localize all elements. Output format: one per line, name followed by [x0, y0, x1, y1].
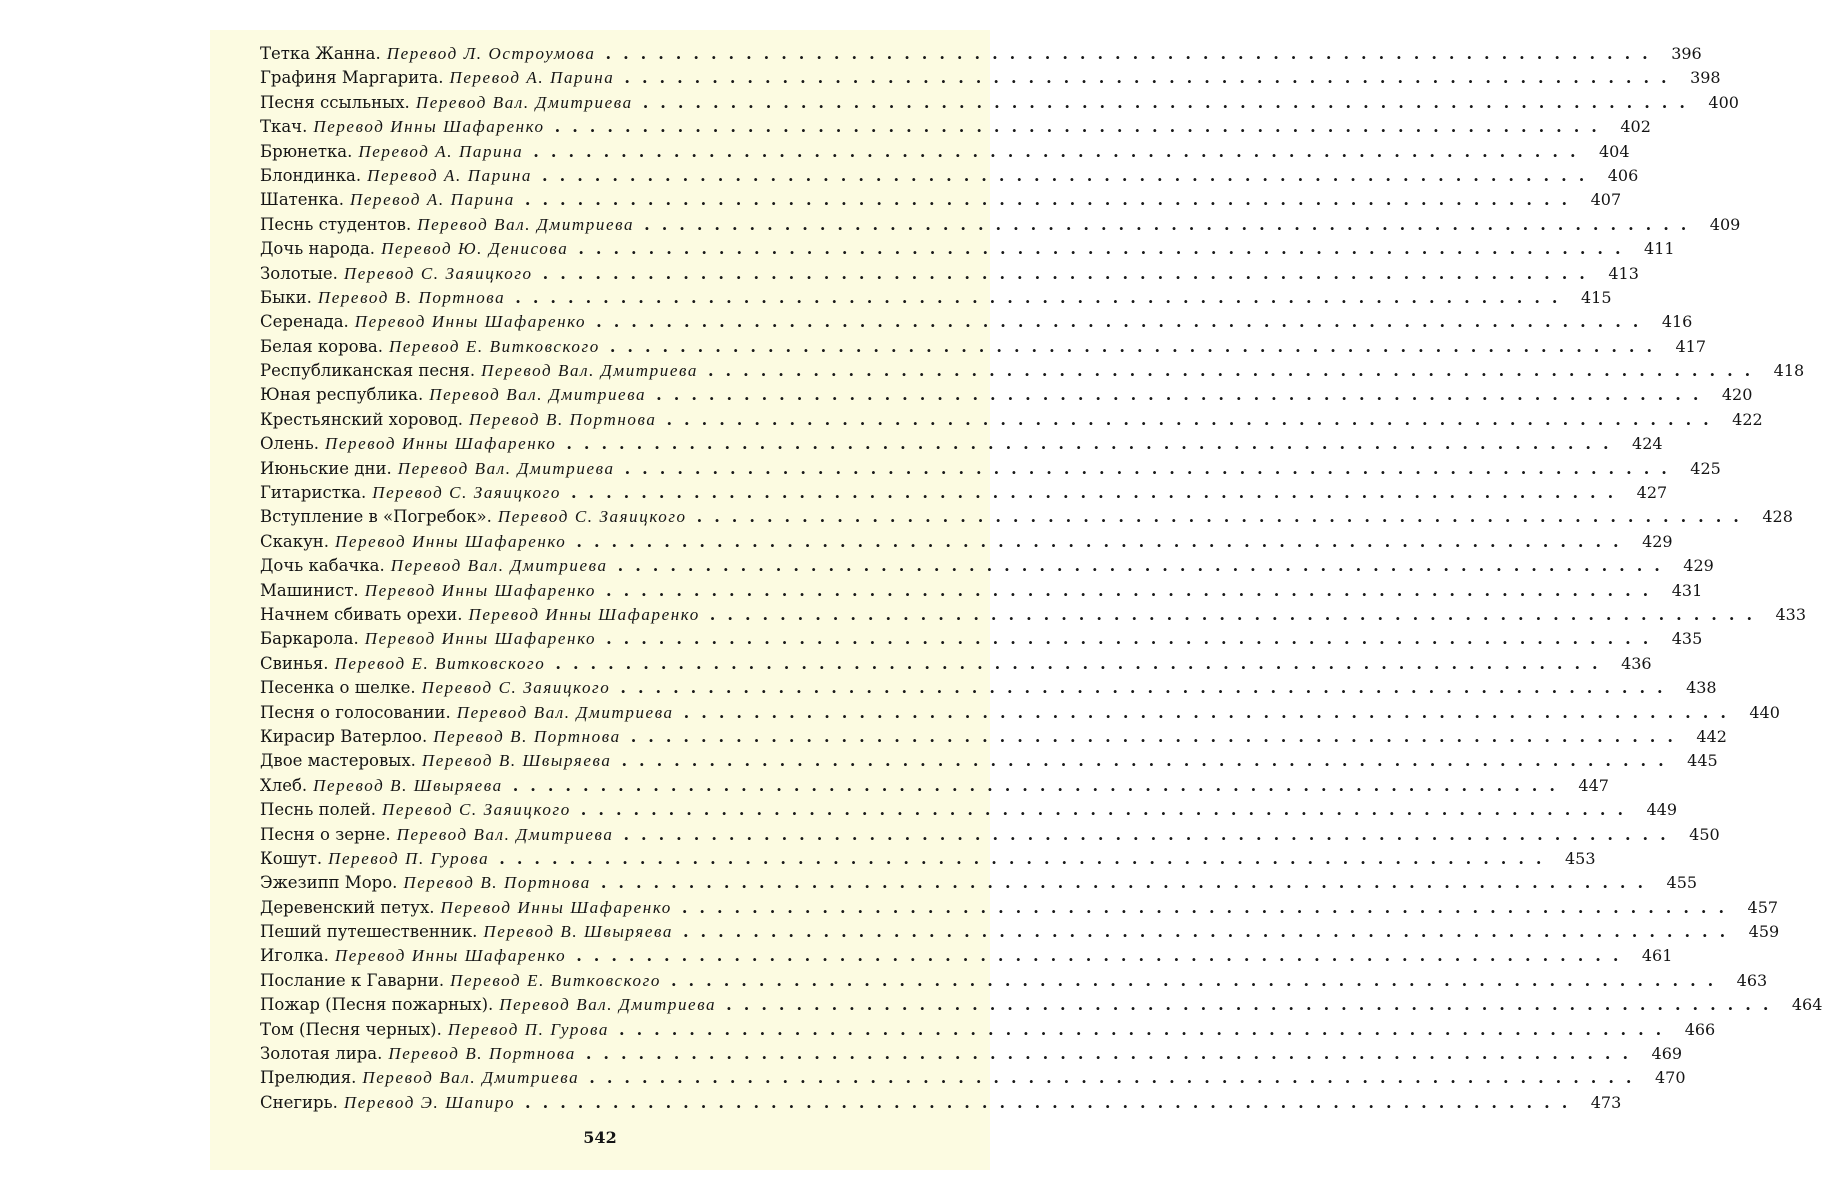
entry-translator: Перевод Инны Шафаренко [334, 946, 567, 966]
entry-translator: Перевод А. Парина [367, 165, 533, 185]
entry-title: Гитаристка. [260, 483, 367, 503]
entry-translator: Перевод Инны Шафаренко [313, 117, 545, 137]
entry-title: Песня о зерне. [260, 824, 391, 844]
entry-text [260, 335, 600, 359]
dot-leader: ............................................................ [644, 214, 1699, 234]
entry-translator: Перевод Ю. Денисова [381, 239, 569, 259]
entry-translator: Перевод А. Парина [358, 141, 524, 161]
entry-text [260, 725, 621, 749]
entry-page-number: 436 [1621, 653, 1652, 673]
toc-entry [260, 213, 1741, 237]
entry-page-number: 427 [1636, 483, 1668, 503]
page-number: 542 [583, 1128, 617, 1147]
toc-entry [260, 579, 1703, 603]
entry-translator: Перевод В. Портнова [469, 409, 657, 429]
toc-entry [260, 627, 1703, 651]
toc-entry [260, 66, 1721, 90]
entry-page-number: 453 [1564, 848, 1596, 868]
toc-entry [260, 652, 1652, 676]
dot-leader: ............................................................ [576, 946, 1631, 966]
entry-title: Песня о голосовании. [260, 702, 451, 722]
entry-page-number: 469 [1651, 1044, 1683, 1064]
dot-leader: ............................................................ [525, 1092, 1580, 1112]
dot-leader: ............................................................ [707, 361, 1763, 381]
dot-leader: ............................................................ [512, 775, 1567, 795]
entry-page-number: 407 [1590, 190, 1622, 210]
toc-entry [260, 676, 1717, 700]
entry-text [260, 896, 672, 920]
toc-entry [260, 1018, 1716, 1042]
entry-title: Золотая лира. [260, 1044, 383, 1064]
entry-title: Серенада. [260, 312, 349, 332]
dot-leader: ............................................................ [576, 531, 1631, 551]
entry-translator: Перевод С. Заяицкого [343, 263, 533, 283]
entry-title: Баркарола. [260, 629, 359, 649]
entry-translator: Перевод Вал. Дмитриева [499, 995, 717, 1015]
entry-text [260, 457, 615, 481]
entry-title: Крестьянский хоровод. [260, 409, 464, 429]
entry-translator: Перевод Вал. Дмитриева [390, 556, 608, 576]
entry-page-number: 433 [1775, 604, 1807, 624]
entry-page-number: 440 [1749, 702, 1780, 722]
entry-page-number: 455 [1666, 873, 1698, 893]
entry-text [260, 749, 611, 773]
table-of-contents [260, 42, 1822, 1115]
toc-entry [260, 115, 1651, 139]
entry-text [260, 652, 545, 676]
entry-translator: Перевод С. Заяицкого [382, 800, 571, 820]
entry-text [260, 505, 687, 529]
toc-entry [260, 140, 1630, 164]
entry-translator: Перевод Вал. Дмитриева [397, 458, 615, 478]
entry-title: Олень. [260, 434, 319, 454]
entry-text [260, 66, 614, 90]
entry-translator: Перевод Инны Шафаренко [325, 434, 557, 454]
entry-page-number: 429 [1683, 556, 1714, 576]
entry-page-number: 466 [1684, 1019, 1716, 1039]
entry-text [260, 383, 646, 407]
entry-text [260, 262, 533, 286]
toc-entry [260, 310, 1693, 334]
dot-leader: ............................................................ [533, 141, 1588, 161]
dot-leader: ............................................................ [606, 629, 1661, 649]
entry-title: Снегирь. [260, 1092, 338, 1112]
entry-title: Песня ссыльных. [260, 92, 410, 112]
toc-entry [260, 42, 1702, 66]
toc-entry [260, 993, 1822, 1017]
dot-leader: ............................................................ [600, 873, 1656, 893]
dot-leader: ............................................................ [666, 409, 1721, 429]
dot-leader: ............................................................ [623, 824, 1678, 844]
entry-translator: Перевод А. Парина [349, 190, 515, 210]
toc-entry [260, 749, 1718, 773]
toc-entry [260, 383, 1753, 407]
entry-title: Начнем сбивать орехи. [260, 604, 463, 624]
entry-title: Дочь кабачка. [260, 556, 385, 576]
entry-page-number: 473 [1590, 1092, 1622, 1112]
toc-entry [260, 1042, 1683, 1066]
entry-page-number: 450 [1689, 824, 1720, 844]
dot-leader: ............................................................ [670, 970, 1726, 990]
entry-page-number: 429 [1642, 531, 1673, 551]
dot-leader: ............................................................ [682, 922, 1738, 942]
entry-translator: Перевод Инны Шафаренко [354, 312, 587, 332]
entry-page-number: 463 [1736, 970, 1768, 990]
entry-page-number: 417 [1675, 336, 1707, 356]
entry-title: Деревенский петух. [260, 897, 435, 917]
toc-entry [260, 725, 1727, 749]
dot-leader: ............................................................ [621, 751, 1676, 771]
entry-translator: Перевод В. Швыряева [483, 922, 673, 942]
entry-text [260, 676, 610, 700]
entry-title: Кирасир Ватерлоо. [260, 726, 428, 746]
entry-title: Иголка. [260, 946, 329, 966]
toc-entry [260, 896, 1779, 920]
entry-page-number: 435 [1671, 629, 1703, 649]
entry-page-number: 424 [1632, 434, 1663, 454]
entry-page-number: 470 [1654, 1068, 1686, 1088]
entry-translator: Перевод Вал. Дмитриева [456, 702, 674, 722]
toc-entry [260, 823, 1720, 847]
entry-text [260, 603, 700, 627]
toc-entry [260, 1066, 1686, 1090]
entry-title: Хлеб. [260, 775, 308, 795]
entry-title: Ткач. [260, 117, 308, 137]
toc-entry [260, 944, 1673, 968]
toc-entry [260, 701, 1780, 725]
dot-leader: ............................................................ [580, 800, 1636, 820]
entry-text [260, 42, 596, 66]
toc-entry [260, 798, 1678, 822]
entry-page-number: 413 [1608, 263, 1639, 283]
toc-entry [260, 237, 1675, 261]
dot-leader: ............................................................ [555, 653, 1610, 673]
entry-text [260, 140, 523, 164]
toc-entry [260, 920, 1780, 944]
entry-text [260, 188, 515, 212]
entry-title: Эжезипп Моро. [260, 873, 398, 893]
entry-page-number: 422 [1732, 409, 1763, 429]
entry-title: Вступление в «Погребок». [260, 507, 492, 527]
entry-title: Графиня Маргарита. [260, 68, 444, 88]
entry-translator: Перевод А. Парина [449, 68, 615, 88]
entry-page-number: 398 [1690, 68, 1721, 88]
entry-text [260, 213, 634, 237]
entry-page-number: 464 [1791, 995, 1822, 1015]
entry-text [260, 579, 596, 603]
toc-entry [260, 847, 1596, 871]
entry-text [260, 91, 633, 115]
entry-text [260, 871, 591, 895]
entry-page-number: 428 [1762, 507, 1793, 527]
entry-page-number: 400 [1708, 92, 1739, 112]
entry-title: Дочь народа. [260, 239, 376, 259]
entry-title: Тетка Жанна. [260, 44, 381, 63]
dot-leader: ............................................................ [683, 702, 1738, 722]
entry-page-number: 404 [1598, 141, 1630, 161]
entry-translator: Перевод В. Портнова [403, 873, 591, 893]
entry-title: Песенка о шелке. [260, 678, 416, 698]
toc-entry [260, 164, 1639, 188]
dot-leader: ............................................................ [642, 92, 1697, 112]
dot-leader: ............................................................ [709, 604, 1765, 624]
entry-title: Скакун. [260, 531, 330, 551]
entry-translator: Перевод Инны Шафаренко [335, 531, 567, 551]
entry-text [260, 1018, 609, 1042]
entry-translator: Перевод Л. Остроумова [386, 44, 596, 63]
entry-text [260, 774, 503, 798]
dot-leader: ............................................................ [566, 434, 1621, 454]
entry-translator: Перевод Е. Витковского [450, 970, 661, 990]
entry-page-number: 445 [1687, 751, 1718, 771]
entry-text [260, 164, 532, 188]
entry-text [260, 627, 596, 651]
entry-text [260, 359, 698, 383]
toc-entry [260, 603, 1807, 627]
toc-entry [260, 774, 1609, 798]
toc-entry [260, 481, 1668, 505]
entry-translator: Перевод Вал. Дмитриева [396, 824, 614, 844]
entry-text [260, 237, 568, 261]
entry-page-number: 449 [1646, 800, 1678, 820]
dot-leader: ............................................................ [578, 239, 1633, 259]
dot-leader: ............................................................ [696, 507, 1751, 527]
dot-leader: ............................................................ [624, 68, 1679, 88]
dot-leader: ............................................................ [726, 995, 1781, 1015]
dot-leader: ............................................................ [542, 165, 1597, 185]
entry-text [260, 798, 571, 822]
entry-page-number: 420 [1721, 385, 1753, 405]
entry-translator: Перевод Инны Шафаренко [364, 580, 597, 600]
entry-text [260, 1042, 576, 1066]
toc-entry [260, 286, 1612, 310]
entry-page-number: 438 [1686, 678, 1717, 698]
entry-page-number: 402 [1620, 117, 1651, 137]
entry-title: Быки. [260, 287, 312, 307]
entry-text [260, 847, 489, 871]
entry-page-number: 461 [1641, 946, 1673, 966]
entry-text [260, 944, 566, 968]
entry-translator: Перевод Вал. Дмитриева [429, 385, 647, 405]
entry-text [260, 286, 505, 310]
entry-text [260, 554, 608, 578]
entry-title: Песнь полей. [260, 800, 377, 820]
entry-text [260, 920, 673, 944]
toc-entry [260, 359, 1805, 383]
toc-entry [260, 262, 1639, 286]
entry-page-number: 416 [1661, 312, 1693, 332]
dot-leader: ............................................................ [570, 483, 1626, 503]
entry-translator: Перевод В. Швыряева [421, 751, 612, 771]
dot-leader: ............................................................ [605, 44, 1660, 63]
entry-text [260, 310, 586, 334]
dot-leader: ............................................................ [606, 580, 1661, 600]
toc-entry [260, 91, 1739, 115]
toc-entry [260, 530, 1673, 554]
entry-title: Пожар (Песня пожарных). [260, 995, 494, 1015]
dot-leader: ............................................................ [620, 678, 1675, 698]
entry-title: Юная республика. [260, 385, 424, 405]
dot-leader: ............................................................ [617, 556, 1672, 576]
entry-title: Прелюдия. [260, 1068, 357, 1088]
entry-translator: Перевод Э. Шапиро [343, 1092, 516, 1112]
entry-translator: Перевод В. Портнова [388, 1044, 576, 1064]
toc-entry [260, 1091, 1622, 1115]
toc-entry [260, 335, 1707, 359]
entry-translator: Перевод Е. Витковского [388, 336, 600, 356]
dot-leader: ............................................................ [681, 897, 1737, 917]
entry-title: Двое мастеровых. [260, 751, 416, 771]
dot-leader: ............................................................ [554, 117, 1609, 137]
entry-title: Шатенка. [260, 190, 344, 210]
entry-translator: Перевод Е. Витковского [334, 653, 546, 673]
entry-page-number: 459 [1748, 922, 1780, 942]
entry-translator: Перевод Инны Шафаренко [364, 629, 597, 649]
entry-text [260, 530, 566, 554]
entry-page-number: 457 [1747, 897, 1779, 917]
entry-page-number: 396 [1671, 44, 1702, 63]
entry-page-number: 442 [1696, 726, 1727, 746]
dot-leader: ............................................................ [499, 848, 1554, 868]
entry-text [260, 701, 674, 725]
entry-title: Песнь студентов. [260, 214, 412, 234]
entry-translator: Перевод Вал. Дмитриева [415, 92, 633, 112]
toc-entry [260, 554, 1714, 578]
entry-title: Блондинка. [260, 165, 362, 185]
entry-translator: Перевод В. Портнова [433, 726, 621, 746]
entry-page-number: 425 [1690, 458, 1721, 478]
entry-translator: Перевод Инны Шафаренко [440, 897, 672, 917]
dot-leader: ............................................................ [630, 726, 1685, 746]
entry-text [260, 823, 613, 847]
entry-translator: Перевод П. Гурова [328, 848, 490, 868]
entry-text [260, 969, 661, 993]
book-page [210, 30, 1822, 1170]
entry-page-number: 447 [1578, 775, 1609, 795]
entry-title: Кошут. [260, 848, 323, 868]
entry-text [260, 1066, 579, 1090]
toc-entry [260, 505, 1793, 529]
entry-translator: Перевод С. Заяицкого [497, 507, 687, 527]
entry-translator: Перевод С. Заяицкого [421, 678, 611, 698]
toc-entry [260, 457, 1721, 481]
entry-page-number: 411 [1644, 239, 1675, 259]
entry-text [260, 115, 545, 139]
entry-translator: Перевод Инны Шафаренко [468, 604, 700, 624]
toc-entry [260, 969, 1768, 993]
entry-page-number: 415 [1580, 287, 1612, 307]
entry-page-number: 409 [1709, 214, 1741, 234]
toc-entry [260, 408, 1763, 432]
dot-leader: ............................................................ [619, 1019, 1674, 1039]
entry-translator: Перевод В. Швыряева [313, 775, 503, 795]
dot-leader: ............................................................ [524, 190, 1580, 210]
dot-leader: ............................................................ [624, 458, 1679, 478]
entry-page-number: 431 [1671, 580, 1703, 600]
entry-translator: Перевод Вал. Дмитриева [362, 1068, 580, 1088]
entry-title: Белая корова. [260, 336, 383, 356]
entry-text [260, 1091, 515, 1115]
entry-translator: Перевод С. Заяицкого [372, 483, 561, 503]
entry-title: Свинья. [260, 653, 329, 673]
entry-translator: Перевод Вал. Дмитриева [481, 361, 698, 381]
dot-leader: ............................................................ [585, 1044, 1641, 1064]
toc-entry [260, 188, 1622, 212]
entry-translator: Перевод В. Портнова [317, 287, 506, 307]
toc-entry [260, 871, 1698, 895]
dot-leader: ............................................................ [515, 287, 1570, 307]
entry-title: Июньские дни. [260, 458, 392, 478]
dot-leader: ............................................................ [656, 385, 1711, 405]
dot-leader: ............................................................ [542, 263, 1597, 283]
dot-leader: ............................................................ [589, 1068, 1644, 1088]
entry-title: Пеший путешественник. [260, 922, 478, 942]
entry-text [260, 993, 716, 1017]
entry-text [260, 432, 556, 456]
dot-leader: ............................................................ [609, 336, 1665, 356]
dot-leader: ............................................................ [596, 312, 1651, 332]
entry-title: Том (Песня черных). [260, 1019, 442, 1039]
entry-text [260, 408, 656, 432]
entry-translator: Перевод П. Гурова [447, 1019, 610, 1039]
entry-translator: Перевод Вал. Дмитриева [417, 214, 635, 234]
entry-title: Золотые. [260, 263, 338, 283]
toc-entry [260, 432, 1663, 456]
entry-text [260, 481, 561, 505]
entry-title: Брюнетка. [260, 141, 353, 161]
entry-title: Машинист. [260, 580, 359, 600]
entry-title: Послание к Гаварни. [260, 970, 445, 990]
entry-title: Республиканская песня. [260, 361, 476, 381]
entry-page-number: 406 [1607, 165, 1639, 185]
entry-page-number: 418 [1773, 361, 1805, 381]
